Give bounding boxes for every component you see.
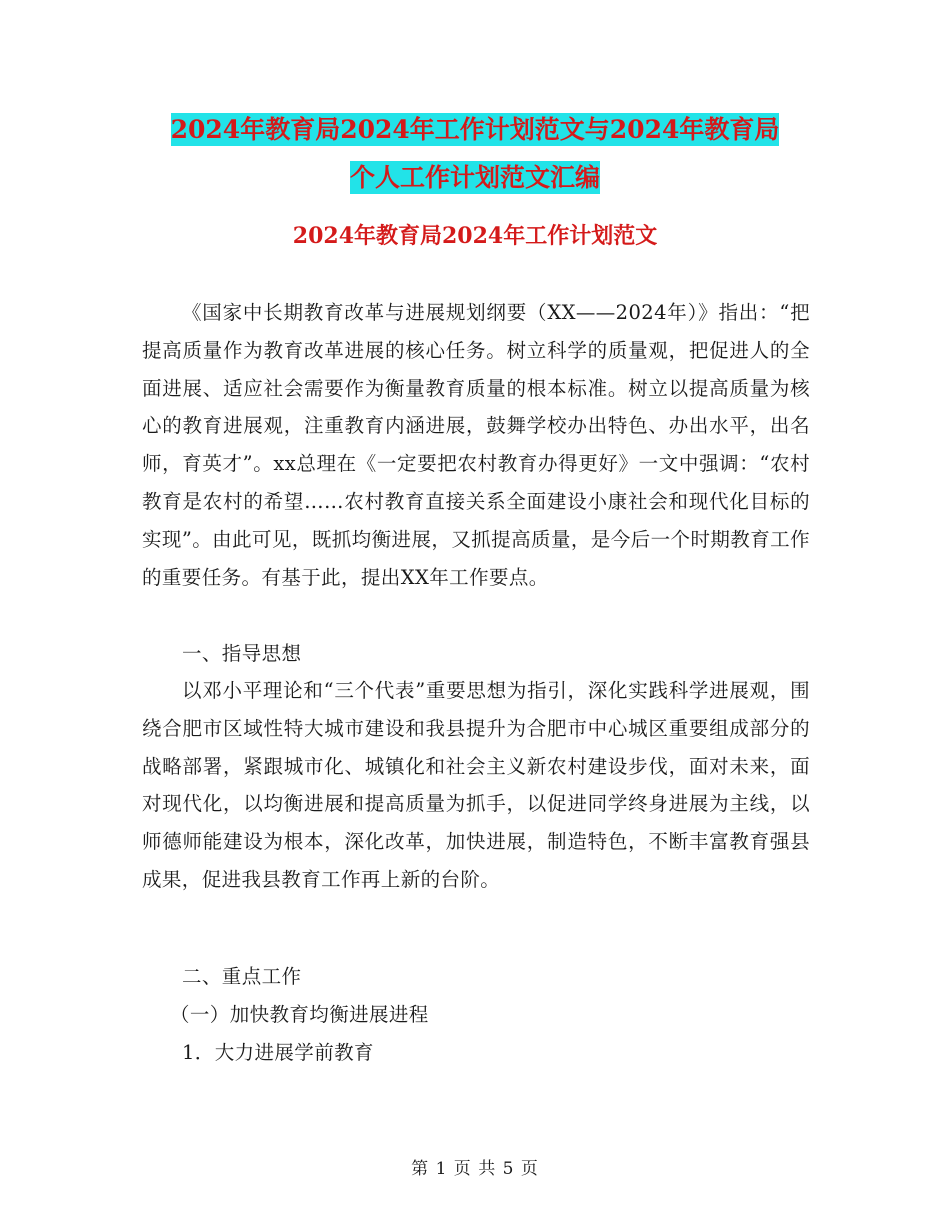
document-title-line1: 2024年教育局2024年工作计划范文与2024年教育局 xyxy=(170,115,780,144)
paragraph-intro-text: 《国家中长期教育改革与进展规划纲要（XX——2024年）》指出：“把提高质量作为教育改革进展的核心任务。树立科学的质量观，把促进人的全面进展、适应社会需要作为衡量教育质量的根本标准。树立以提高质量为核心的教育进展观，注重教育内涵进展，鼓舞学校办出特色、办出水平，出名师，育英才”。xx总理在《一定要把农村教育办得更好》一文中强调：“农村教育是农村的希望……农村教育直接关系全面建设小康社会和现代化目标的实现”。由此可见，既抓均衡进展，又抓提高质量，是今后一个时期教育工作的重要任务。有基于此，提出XX年工作要点。 xyxy=(142,301,810,589)
paragraph-intro xyxy=(142,294,810,596)
subheading-balanced-development: （一）加快教育均衡进展进程 xyxy=(170,1003,429,1026)
heading-key-work: 二、重点工作 xyxy=(182,965,302,988)
item-preschool-education: 1．大力进展学前教育 xyxy=(182,1041,374,1064)
paragraph-guiding-ideology-text: 以邓小平理论和“三个代表”重要思想为指引，深化实践科学进展观，围绕合肥市区域性特大城市建设和我县提升为合肥市中心城区重要组成部分的战略部署，紧跟城市化、城镇化和社会主义新农村建设步伐，面对未来，面对现代化，以均衡进展和提高质量为抓手，以促进同学终身进展为主线，以师德师能建设为根本，深化改革，加快进展，制造特色，不断丰富教育强县成果，促进我县教育工作再上新的台阶。 xyxy=(142,679,810,891)
document-title-line2: 个人工作计划范文汇编 xyxy=(349,163,600,192)
page-footer: 第 1 页 共 5 页 xyxy=(411,1159,539,1179)
heading-guiding-ideology: 一、指导思想 xyxy=(182,642,302,665)
paragraph-guiding-ideology xyxy=(142,672,810,899)
section-title: 2024年教育局2024年工作计划范文 xyxy=(292,223,658,249)
document-title xyxy=(0,106,950,202)
